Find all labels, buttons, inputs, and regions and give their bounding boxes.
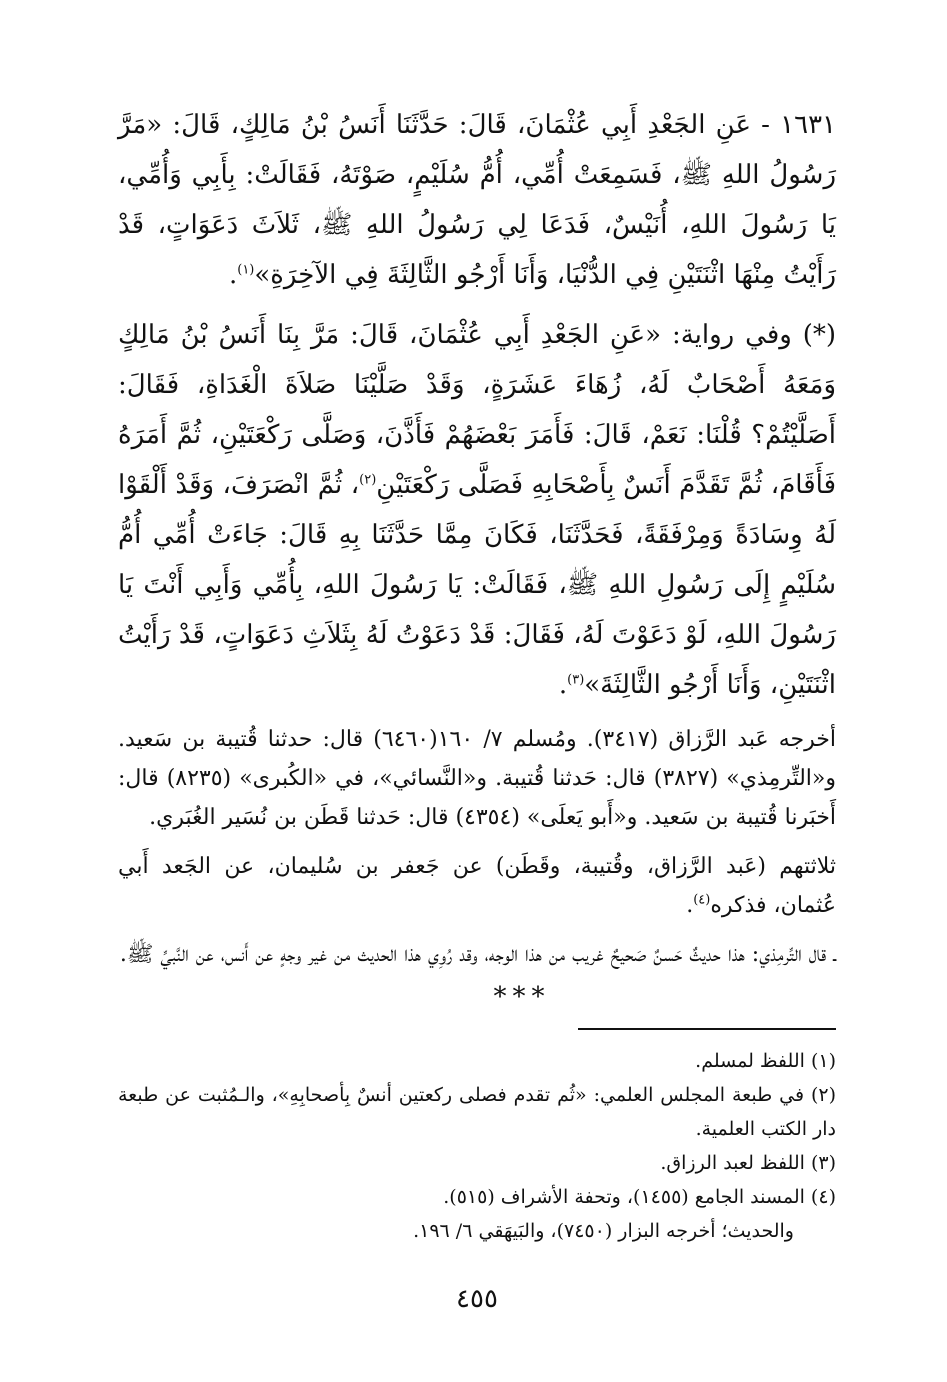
footnote-divider bbox=[578, 1028, 836, 1030]
footnote-ref-4[interactable]: (٤) bbox=[693, 892, 711, 908]
takhrij-paragraph-2: ثلاثتهم (عَبد الرَّزاق، وقُتيبة، وقَطَن) عن جَعفر بن سُليمان، عن الجَعد أَبي عُثمان، فذكره$^{(٤)}$. bbox=[118, 854, 836, 918]
footnote-2: (٢) في طبعة المجلس العلمي: «ثُم تقدم فصلى ركعتين أنسٌ بِأصحابِهِ»، والـمُثبت عن طبعة دار الكتب العلمية. bbox=[118, 1084, 836, 1140]
footnote-1: (١) اللفظ لمسلم. bbox=[695, 1050, 836, 1072]
footnote-ref-2[interactable]: (٢) bbox=[359, 472, 377, 488]
hadith-alternate-narration: (*) وفي رواية: «عَنِ الجَعْدِ أَبِي عُثْمَانَ، قَالَ: مَرَّ بِنَا أَنَسُ بْنُ مَالِكٍ وَمَعَهُ أَصْحَابٌ لَهُ، زُهَاءَ عَشَرَةٍ، وَقَدْ صَلَّيْنَا صَلاَةَ الْغَدَاةِ، فَقَالَ: أَصَلَّيْتُمْ؟ قُلْنَا: نَعَمْ، قَالَ: فَأَمَرَ بَعْضَهُمْ فَأَذَّنَ، وَصَلَّى رَكْعَتَيْنِ، ثُمَّ أَمَرَهُ فَأَقَامَ، ثُمَّ تَقَدَّمَ أَنَسٌ بِأَصْحَابِهِ فَصَلَّى رَكْعَتَيْنِ$^{(٢)}$، ثُمَّ انْصَرَفَ، وَقَدْ أَلْقَوْا لَهُ وِسَادَةً وَمِرْفَقَةً، فَحَدَّثَنَا، فَكَانَ مِمَّا حَدَّثَنَا بِهِ قَالَ: جَاءَتْ أُمِّي أُمُّ سُلَيْمٍ إِلَى رَسُولِ اللهِ ﷺ، فَقَالَتْ: يَا رَسُولَ اللهِ، بِأُمِّي وَأَبِي أَنْتَ يَا رَسُولَ اللهِ، لَوْ دَعَوْتَ لَهُ، فَقَالَ: قَدْ دَعَوْتُ لَهُ بِثَلاَثِ دَعَوَاتٍ، قَدْ رَأَيْتُ اثْنَتَيْنِ، وَأَنَا أَرْجُو الثَّالِثَةَ»$^{(٣)}$. bbox=[118, 320, 836, 700]
takhrij-chain-text: ثلاثتهم (عَبد الرَّزاق، وقُتيبة، وقَطَن) عن جَعفر بن سُليمان، عن الجَعد أَبي عُثمان، فذكره bbox=[118, 854, 836, 918]
takhrij-paragraph-1: أخرجه عَبد الرَّزاق (٣٤١٧). ومُسلم ٧/ ١٦٠(٦٤٦٠) قال: حدثنا قُتيبة بن سَعيد. و«التِّرمِذي» (٣٨٢٧) قال: حَدثنا قُتيبة. و«النَّسائي»، في «الكُبرى» (٨٢٣٥) قال: أَخبَرنا قُتيبة بن سَعيد. و«أَبو يَعلَى» (٤٣٥٤) قال: حَدثنا قَطَن بن نُسَير الغُبَري. bbox=[118, 727, 836, 830]
page-number: ٤٥٥ bbox=[456, 1284, 498, 1314]
riwaya-text-part-1: (*) وفي رواية: «عَنِ الجَعْدِ أَبِي عُثْمَانَ، قَالَ: مَرَّ بِنَا أَنَسُ بْنُ مَالِكٍ وَمَعَهُ أَصْحَابٌ لَهُ، زُهَاءَ عَشَرَةٍ، وَقَدْ صَلَّيْنَا صَلاَةَ الْغَدَاةِ، فَقَالَ: أَصَلَّيْتُمْ؟ قُلْنَا: نَعَمْ، قَالَ: فَأَمَرَ بَعْضَهُمْ فَأَذَّنَ، وَصَلَّى رَكْعَتَيْنِ، ثُمَّ أَمَرَهُ فَأَقَامَ، ثُمَّ تَقَدَّمَ أَنَسٌ بِأَصْحَابِهِ فَصَلَّى رَكْعَتَيْنِ bbox=[118, 320, 836, 500]
footnote-4-continued: والحديث؛ أخرجه البزار (٧٤٥٠)، والبَيهَقي ٦/ ١٩٦. bbox=[413, 1220, 794, 1242]
hadith-text: ١٦٣١ - عَنِ الجَعْدِ أَبِي عُثْمَانَ، قَالَ: حَدَّثَنَا أَنَسُ بْنُ مَالِكٍ، قَالَ: «مَرَّ رَسُولُ اللهِ ﷺ، فَسَمِعَتْ أُمِّي، أُمُّ سُلَيْمٍ، صَوْتَهُ، فَقَالَتْ: بِأَبِي وَأُمِّي، يَا رَسُولَ اللهِ، أُنَيْسٌ، فَدَعَا لِي رَسُولُ اللهِ ﷺ، ثَلاَثَ دَعَوَاتٍ، قَدْ رَأَيْتُ مِنْهَا اثْنَتَيْنِ فِي الدُّنْيَا، وَأَنَا أَرْجُو الثَّالِثَةَ فِي الآخِرَةِ» bbox=[118, 110, 836, 290]
footnote-3: (٣) اللفظ لعبد الرزاق. bbox=[660, 1152, 836, 1174]
hadith-1631: ١٦٣١ - عَنِ الجَعْدِ أَبِي عُثْمَانَ، قَالَ: حَدَّثَنَا أَنَسُ بْنُ مَالِكٍ، قَالَ: «مَرَّ رَسُولُ اللهِ ﷺ، فَسَمِعَتْ أُمِّي، أُمُّ سُلَيْمٍ، صَوْتَهُ، فَقَالَتْ: بِأَبِي وَأُمِّي، يَا رَسُولَ اللهِ، أُنَيْسٌ، فَدَعَا لِي رَسُولُ اللهِ ﷺ، ثَلاَثَ دَعَوَاتٍ، قَدْ رَأَيْتُ مِنْهَا اثْنَتَيْنِ فِي الدُّنْيَا، وَأَنَا أَرْجُو الثَّالِثَةَ فِي الآخِرَةِ»$^{(١)}$. bbox=[118, 110, 836, 290]
footnote-4: (٤) المسند الجامع (١٤٥٥)، وتحفة الأشراف (٥١٥). bbox=[443, 1186, 836, 1208]
section-separator: *** bbox=[493, 982, 551, 1012]
riwaya-text-part-2: ، ثُمَّ انْصَرَفَ، وَقَدْ أَلْقَوْا لَهُ وِسَادَةً وَمِرْفَقَةً، فَحَدَّثَنَا، فَكَانَ مِمَّا حَدَّثَنَا بِهِ قَالَ: جَاءَتْ أُمِّي أُمُّ سُلَيْمٍ إِلَى رَسُولِ اللهِ ﷺ، فَقَالَتْ: يَا رَسُولَ اللهِ، بِأُمِّي وَأَبِي أَنْتَ يَا رَسُولَ اللهِ، لَوْ دَعَوْتَ لَهُ، فَقَالَ: قَدْ دَعَوْتُ لَهُ بِثَلاَثِ دَعَوَاتٍ، قَدْ رَأَيْتُ اثْنَتَيْنِ، وَأَنَا أَرْجُو الثَّالِثَةَ» bbox=[118, 470, 836, 700]
footnotes bbox=[118, 1044, 836, 1248]
footnote-ref-1[interactable]: (١) bbox=[237, 262, 255, 278]
footnote-ref-3[interactable]: (٣) bbox=[567, 672, 585, 688]
book-page bbox=[118, 100, 836, 1350]
tirmidhi-comment: ـ قال التِّرمِذي: هذا حديثٌ حَسنٌ صَحيحٌ غريب من هذا الوجه، وقد رُوِي هذا الحديث من غير وجهٍ عن أَنس، عن النَّبيِّ ﷺ. bbox=[119, 942, 836, 967]
